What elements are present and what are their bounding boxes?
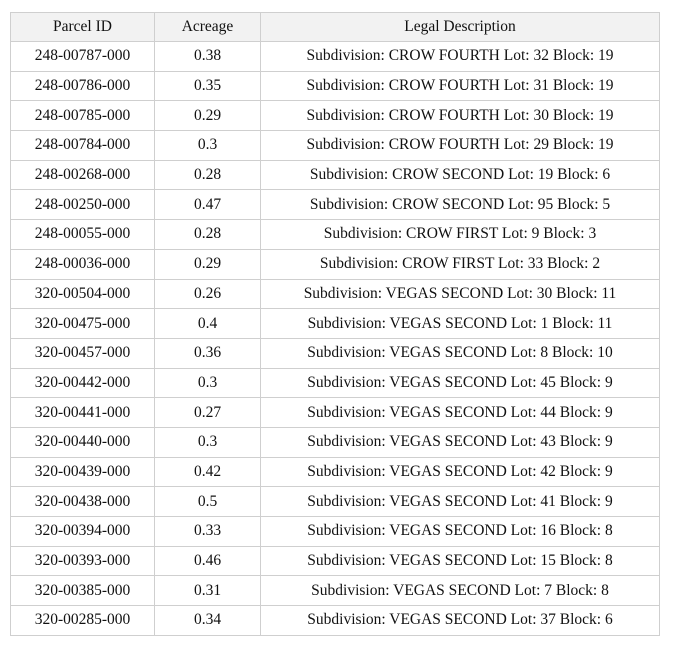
cell-parcel-id: 320-00393-000 [11, 546, 155, 576]
cell-acreage: 0.46 [155, 546, 261, 576]
cell-acreage: 0.42 [155, 457, 261, 487]
cell-legal-description: Subdivision: VEGAS SECOND Lot: 16 Block: 8 [261, 517, 660, 547]
cell-acreage: 0.47 [155, 190, 261, 220]
header-row [11, 13, 660, 42]
cell-parcel-id: 320-00457-000 [11, 338, 155, 368]
table-row [11, 546, 660, 576]
table-row [11, 338, 660, 368]
cell-parcel-id: 248-00036-000 [11, 249, 155, 279]
table-row [11, 606, 660, 636]
cell-acreage: 0.36 [155, 338, 261, 368]
table-row [11, 398, 660, 428]
table-row [11, 457, 660, 487]
cell-parcel-id: 248-00785-000 [11, 101, 155, 131]
cell-acreage: 0.26 [155, 279, 261, 309]
table-row [11, 249, 660, 279]
cell-legal-description: Subdivision: VEGAS SECOND Lot: 37 Block: 6 [261, 606, 660, 636]
table-body [11, 42, 660, 636]
cell-legal-description: Subdivision: VEGAS SECOND Lot: 41 Block: 9 [261, 487, 660, 517]
cell-legal-description: Subdivision: VEGAS SECOND Lot: 43 Block: 9 [261, 427, 660, 457]
cell-parcel-id: 320-00441-000 [11, 398, 155, 428]
cell-legal-description: Subdivision: CROW FIRST Lot: 9 Block: 3 [261, 220, 660, 250]
cell-acreage: 0.28 [155, 160, 261, 190]
cell-legal-description: Subdivision: VEGAS SECOND Lot: 15 Block: 8 [261, 546, 660, 576]
cell-acreage: 0.5 [155, 487, 261, 517]
cell-parcel-id: 320-00285-000 [11, 606, 155, 636]
cell-parcel-id: 320-00440-000 [11, 427, 155, 457]
cell-parcel-id: 248-00787-000 [11, 42, 155, 72]
cell-acreage: 0.29 [155, 249, 261, 279]
cell-acreage: 0.34 [155, 606, 261, 636]
cell-parcel-id: 248-00784-000 [11, 131, 155, 161]
cell-acreage: 0.33 [155, 517, 261, 547]
table-row [11, 42, 660, 72]
table-row [11, 160, 660, 190]
cell-parcel-id: 320-00385-000 [11, 576, 155, 606]
table-row [11, 368, 660, 398]
table-row [11, 190, 660, 220]
cell-acreage: 0.3 [155, 368, 261, 398]
header-legal-description: Legal Description [261, 13, 660, 42]
cell-acreage: 0.27 [155, 398, 261, 428]
cell-legal-description: Subdivision: CROW FOURTH Lot: 32 Block: 19 [261, 42, 660, 72]
table-row [11, 220, 660, 250]
header-parcel-id: Parcel ID [11, 13, 155, 42]
table-row [11, 309, 660, 339]
cell-parcel-id: 320-00439-000 [11, 457, 155, 487]
table-row [11, 71, 660, 101]
cell-parcel-id: 320-00438-000 [11, 487, 155, 517]
table-row [11, 487, 660, 517]
cell-parcel-id: 248-00250-000 [11, 190, 155, 220]
table-row [11, 427, 660, 457]
cell-legal-description: Subdivision: VEGAS SECOND Lot: 44 Block: 9 [261, 398, 660, 428]
header-acreage: Acreage [155, 13, 261, 42]
table-row [11, 576, 660, 606]
table-header [11, 13, 660, 42]
cell-parcel-id: 320-00475-000 [11, 309, 155, 339]
cell-acreage: 0.31 [155, 576, 261, 606]
parcel-table [10, 12, 660, 636]
cell-legal-description: Subdivision: VEGAS SECOND Lot: 42 Block: 9 [261, 457, 660, 487]
cell-legal-description: Subdivision: VEGAS SECOND Lot: 8 Block: 10 [261, 338, 660, 368]
cell-acreage: 0.35 [155, 71, 261, 101]
cell-parcel-id: 320-00442-000 [11, 368, 155, 398]
cell-acreage: 0.38 [155, 42, 261, 72]
cell-legal-description: Subdivision: CROW FIRST Lot: 33 Block: 2 [261, 249, 660, 279]
cell-legal-description: Subdivision: CROW FOURTH Lot: 30 Block: 19 [261, 101, 660, 131]
cell-acreage: 0.28 [155, 220, 261, 250]
table-row [11, 279, 660, 309]
cell-parcel-id: 320-00504-000 [11, 279, 155, 309]
cell-acreage: 0.3 [155, 427, 261, 457]
table-row [11, 517, 660, 547]
cell-parcel-id: 320-00394-000 [11, 517, 155, 547]
cell-acreage: 0.4 [155, 309, 261, 339]
parcel-table-container [10, 12, 660, 636]
cell-acreage: 0.3 [155, 131, 261, 161]
cell-legal-description: Subdivision: CROW SECOND Lot: 19 Block: 6 [261, 160, 660, 190]
cell-legal-description: Subdivision: CROW SECOND Lot: 95 Block: 5 [261, 190, 660, 220]
cell-parcel-id: 248-00786-000 [11, 71, 155, 101]
cell-legal-description: Subdivision: VEGAS SECOND Lot: 1 Block: 11 [261, 309, 660, 339]
cell-legal-description: Subdivision: VEGAS SECOND Lot: 7 Block: 8 [261, 576, 660, 606]
cell-parcel-id: 248-00268-000 [11, 160, 155, 190]
cell-acreage: 0.29 [155, 101, 261, 131]
cell-parcel-id: 248-00055-000 [11, 220, 155, 250]
cell-legal-description: Subdivision: CROW FOURTH Lot: 31 Block: 19 [261, 71, 660, 101]
cell-legal-description: Subdivision: CROW FOURTH Lot: 29 Block: 19 [261, 131, 660, 161]
cell-legal-description: Subdivision: VEGAS SECOND Lot: 45 Block: 9 [261, 368, 660, 398]
cell-legal-description: Subdivision: VEGAS SECOND Lot: 30 Block: 11 [261, 279, 660, 309]
table-row [11, 131, 660, 161]
table-row [11, 101, 660, 131]
